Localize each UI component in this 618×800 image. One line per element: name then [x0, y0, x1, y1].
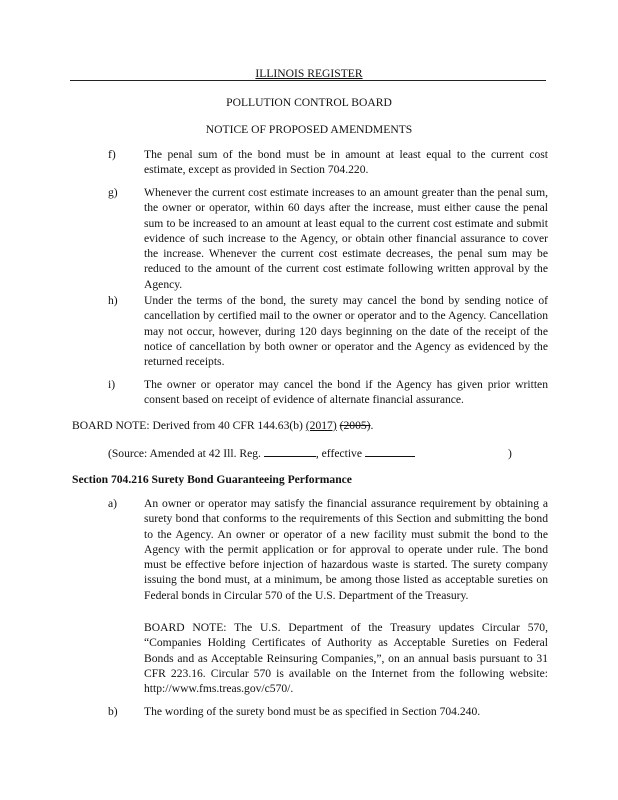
reg-blank [264, 446, 316, 457]
register-title: ILLINOIS REGISTER [255, 67, 363, 80]
board-title: POLLUTION CONTROL BOARD [226, 96, 392, 109]
document-page: ILLINOIS REGISTER POLLUTION CONTROL BOARD NOTICE OF PROPOSED AMENDMENTS f) The penal sum of the bond must be in amount at least equal to the current cost estimate, except as provided in Section 704.220. g) Whenever the current cost estimate increases to an amount greater than the penal sum, the owner or operator, within 60 days after the increase, must either cause the penal sum to be increased to an amount at least equal to the current cost estimate and submit evidence of such increase to the Agency, or obtain other financial assurance to cover the increase. Whenever the current cost estimate decreases, the penal sum may be reduced to the amount of the current cost estimate following written approval by the Agency. h) Under the terms of the bond, the surety may cancel the bond by sending notice of cancellation by certified mail to the owner or operator and to the Agency. Cancellation may not occur, however, during 120 days beginning on the date of the receipt of the notice of cancellation by both owner or operator and the Agency as evidenced by the returned receipts. i) The owner or operator may cancel the bond if the Agency has given prior written consent based on receipt of evidence of alternate financial assurance. BOARD NOTE: Derived from 40 CFR 144.63(b) (2017) (2005). (Source: Amended at 42 Ill. Reg. , effective ) Section 704.216 Surety Bond Guaranteeing Performance a) An owner or operator may satisfy the financial assurance requirement by obtaining a surety bond that conforms to the requirements of this Section and submitting the bond to the Agency. An owner or operator of a new facility must submit the bond to the Agency with the permit application or for approval to operate under rule. The bond must be effective before injection of hazardous waste is started. The surety company issuing the bond must, at a minimum, be among those listed as acceptable sureties on Federal bonds in Circular 570 of the U.S. Department of the Treasury. BOARD NOTE: The U.S. Department of the Treasury updates Circular 570, “Companies Holding Certificates of Authority as Acceptable Sureties on Federal Bonds and as Acceptable Reinsuring Companies,”, on an annual basis pursuant to 31 CFR 223.16. Circular 570 is available on the Internet from the following website: http://www.fms.treas.gov/c570/. b) The wording of the surety bond must be as specified in Section 704.240. [0, 0, 618, 800]
date-blank [365, 446, 415, 457]
notice-title: NOTICE OF PROPOSED AMENDMENTS [205, 123, 413, 136]
board-note-circular: BOARD NOTE: The U.S. Department of the Treasury updates Circular 570, “Companies Holding Certificates of Authority as Acceptable Sureties on Federal Bonds and as Acceptable Reinsuring Companies,”, on an annual basis pursuant to 31 CFR 223.16. Circular 570 is available on the Internet from the following website: http://www.fms.treas.gov/c570/. [144, 621, 548, 696]
source-note: (Source: Amended at 42 Ill. Reg. , effective ) [108, 447, 512, 460]
inserted-year: (2017) [305, 419, 337, 432]
board-note-derived: BOARD NOTE: Derived from 40 CFR 144.63(b) (2017) (2005). [72, 419, 374, 432]
deleted-year: (2005) [339, 419, 371, 432]
header-rule [70, 80, 546, 81]
section-heading: Section 704.216 Surety Bond Guaranteeing Performance [72, 473, 352, 486]
